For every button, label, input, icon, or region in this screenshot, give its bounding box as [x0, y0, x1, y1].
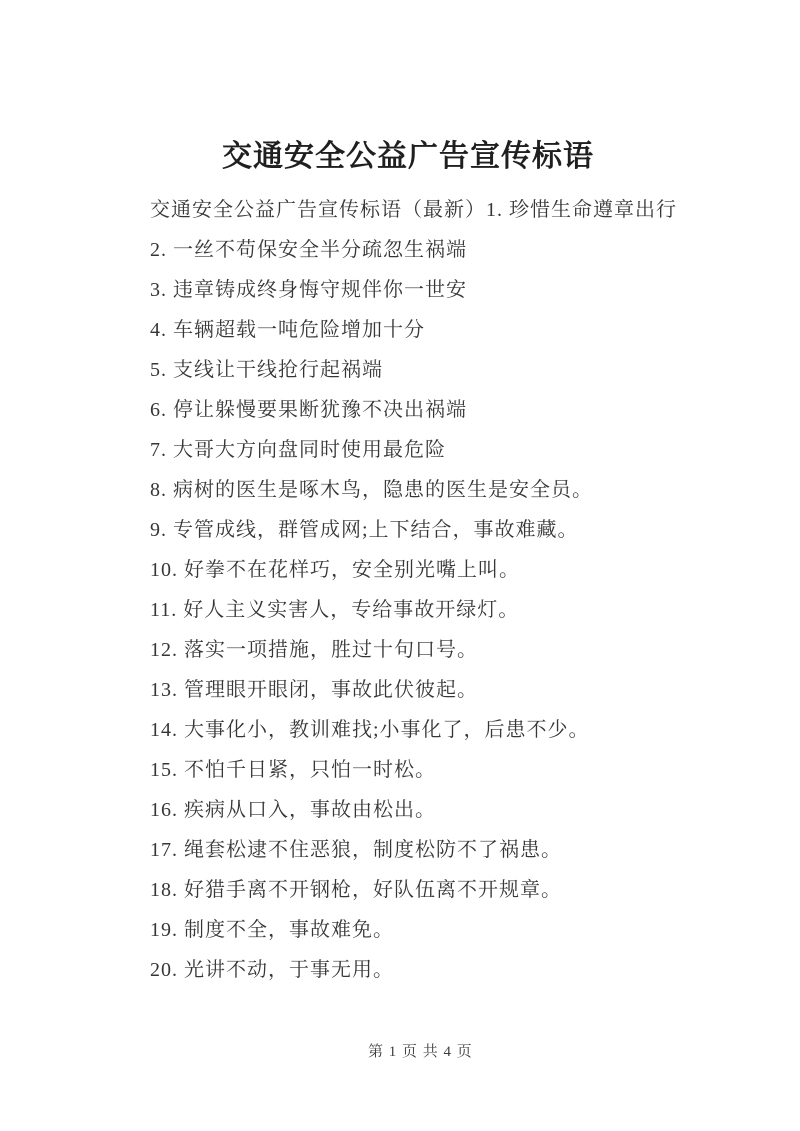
document-title: 交通安全公益广告宣传标语: [222, 140, 594, 173]
slogan-list: [150, 230, 670, 990]
slogan-list-item: 8. 病树的医生是啄木鸟，隐患的医生是安全员。: [150, 479, 593, 501]
slogan-list-item: 3. 违章铸成终身悔守规伴你一世安: [150, 279, 467, 301]
slogan-list-item: 14. 大事化小，教训难找;小事化了，后患不少。: [150, 719, 590, 741]
slogan-list-item: 17. 绳套松逮不住恶狼，制度松防不了祸患。: [150, 839, 562, 861]
slogan-list-item: 12. 落实一项措施，胜过十句口号。: [150, 639, 478, 661]
slogan-list-item: 5. 支线让干线抢行起祸端: [150, 359, 383, 381]
slogan-list-item: 16. 疾病从口入，事故由松出。: [150, 799, 436, 821]
slogan-list-item: 11. 好人主义实害人，专给事故开绿灯。: [150, 599, 520, 621]
slogan-list-item: 6. 停让躲慢要果断犹豫不决出祸端: [150, 399, 467, 421]
slogan-list-item: 10. 好拳不在花样巧，安全别光嘴上叫。: [150, 559, 520, 581]
slogan-list-item: 9. 专管成线，群管成网;上下结合，事故难藏。: [150, 519, 579, 541]
slogan-list-item: 18. 好猎手离不开钢枪，好队伍离不开规章。: [150, 879, 562, 901]
slogan-list-item: 19. 制度不全，事故难免。: [150, 919, 394, 941]
slogan-list-item: 4. 车辆超载一吨危险增加十分: [150, 319, 425, 341]
page-number-label: 第 1 页 共 4 页: [368, 1044, 473, 1060]
slogan-list-item: 7. 大哥大方向盘同时使用最危险: [150, 439, 446, 461]
page-footer: [368, 1042, 473, 1062]
slogan-list-item: 15. 不怕千日紧，只怕一时松。: [150, 759, 436, 781]
slogan-list-item: 2. 一丝不苟保安全半分疏忽生祸端: [150, 239, 467, 261]
slogan-list-item: 20. 光讲不动，于事无用。: [150, 959, 394, 981]
intro-paragraph: 交通安全公益广告宣传标语（最新）1. 珍惜生命遵章出行: [150, 199, 677, 221]
slogan-list-item: 13. 管理眼开眼闭，事故此伏彼起。: [150, 679, 478, 701]
